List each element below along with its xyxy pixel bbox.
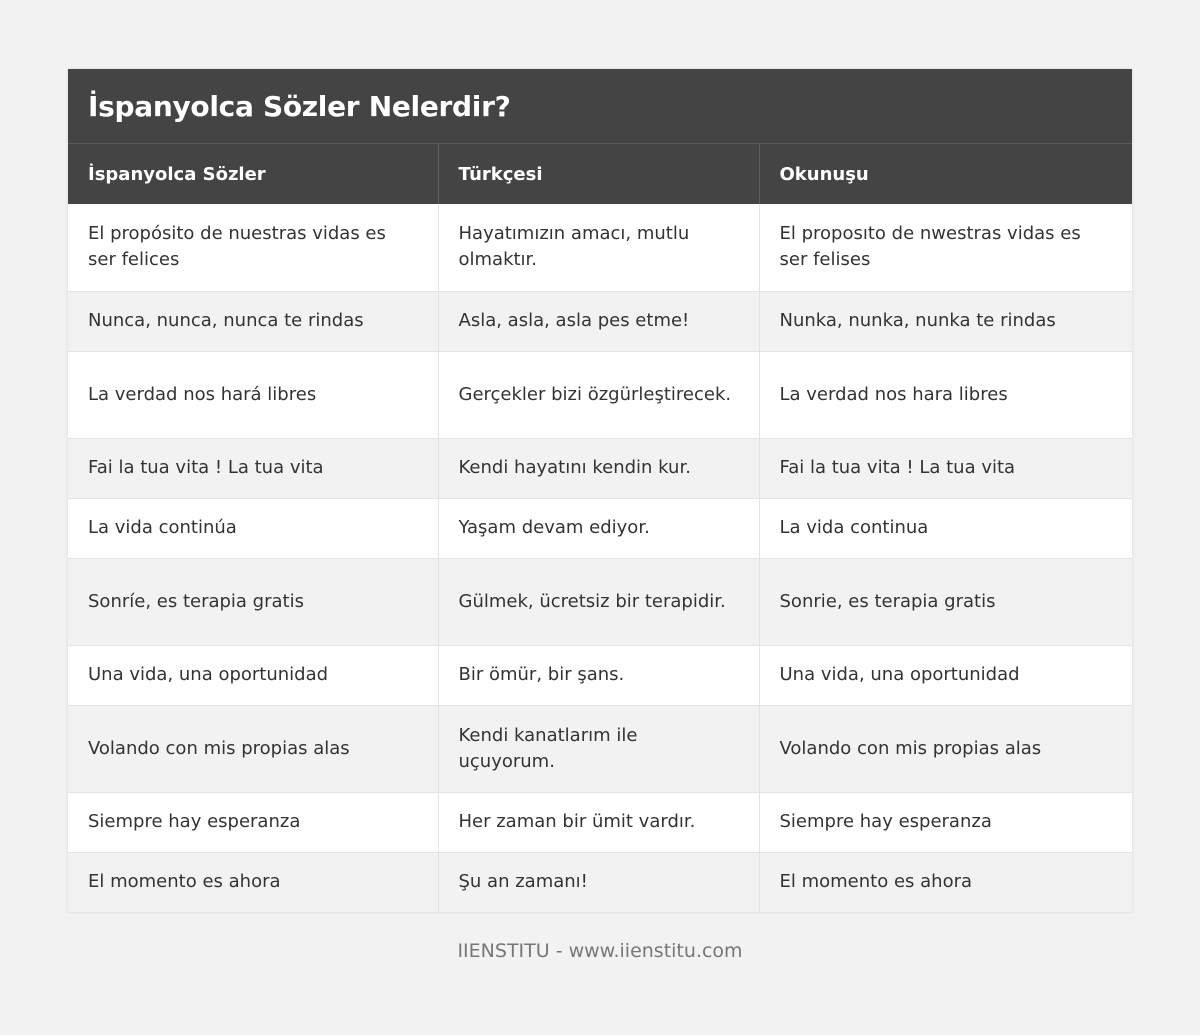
phrases-table bbox=[68, 144, 1132, 912]
cell-turkish: Bir ömür, bir şans. bbox=[438, 645, 759, 705]
table-row bbox=[68, 204, 1132, 291]
cell-turkish: Kendi kanatlarım ile uçuyorum. bbox=[438, 705, 759, 792]
cell-turkish: Kendi hayatını kendin kur. bbox=[438, 438, 759, 498]
cell-pronunciation: Nunka, nunka, nunka te rindas bbox=[779, 310, 1056, 331]
header-row bbox=[68, 144, 1132, 204]
table-row bbox=[68, 792, 1132, 852]
cell-pronunciation: Volando con mis propias alas bbox=[779, 737, 1042, 759]
cell-pronunciation: Una vida, una oportunidad bbox=[779, 664, 1020, 685]
table-row bbox=[68, 852, 1132, 912]
cell-spanish: Nunca, nunca, nunca te rindas bbox=[68, 291, 438, 351]
cell-spanish: El propósito de nuestras vidas es ser felices bbox=[68, 204, 438, 291]
table-row bbox=[68, 438, 1132, 498]
cell-turkish: Gerçekler bizi özgürleştirecek. bbox=[438, 351, 759, 438]
column-header-spanish: İspanyolca Sözler bbox=[68, 144, 438, 204]
table-row bbox=[68, 645, 1132, 705]
cell-spanish: Volando con mis propias alas bbox=[68, 705, 438, 792]
table-row bbox=[68, 291, 1132, 351]
cell-turkish: Gülmek, ücretsiz bir terapidir. bbox=[438, 558, 759, 645]
cell-turkish: Hayatımızın amacı, mutlu olmaktır. bbox=[438, 204, 759, 291]
cell-pronunciation: Siempre hay esperanza bbox=[779, 811, 992, 832]
footer-credit: IIENSTITU - www.iienstitu.com bbox=[457, 940, 743, 962]
cell-turkish: Şu an zamanı! bbox=[438, 852, 759, 912]
cell-pronunciation: Sonrie, es terapia gratis bbox=[779, 590, 996, 612]
cell-spanish: La vida continúa bbox=[68, 498, 438, 558]
title-bar bbox=[68, 69, 1132, 144]
cell-pronunciation: La verdad nos hara libres bbox=[779, 383, 1008, 405]
table-row bbox=[68, 705, 1132, 792]
table-row bbox=[68, 498, 1132, 558]
cell-spanish: Una vida, una oportunidad bbox=[68, 645, 438, 705]
column-header-turkish: Türkçesi bbox=[438, 144, 759, 204]
cell-spanish: La verdad nos hará libres bbox=[68, 351, 438, 438]
cell-spanish: El momento es ahora bbox=[68, 852, 438, 912]
cell-pronunciation: El proposıto de nwestras vidas es ser felises bbox=[779, 223, 1081, 271]
cell-turkish: Yaşam devam ediyor. bbox=[438, 498, 759, 558]
cell-spanish: Sonríe, es terapia gratis bbox=[68, 558, 438, 645]
cell-pronunciation: El momento es ahora bbox=[779, 871, 973, 893]
table-row bbox=[68, 351, 1132, 438]
cell-pronunciation: Fai la tua vita ! La tua vita bbox=[779, 457, 1016, 478]
table-row bbox=[68, 558, 1132, 645]
cell-turkish: Asla, asla, asla pes etme! bbox=[438, 291, 759, 351]
phrases-card bbox=[68, 69, 1132, 912]
cell-spanish: Siempre hay esperanza bbox=[68, 792, 438, 852]
table-title: İspanyolca Sözler Nelerdir? bbox=[88, 89, 511, 123]
cell-spanish: Fai la tua vita ! La tua vita bbox=[68, 438, 438, 498]
column-header-pronunciation: Okunuşu bbox=[759, 144, 1132, 204]
cell-turkish: Her zaman bir ümit vardır. bbox=[438, 792, 759, 852]
cell-pronunciation: La vida continua bbox=[779, 517, 929, 538]
